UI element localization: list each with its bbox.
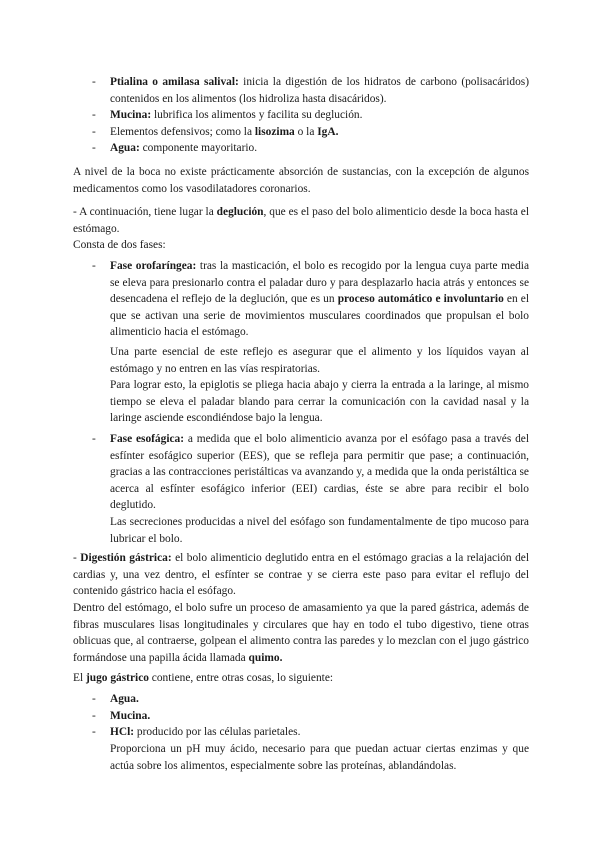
paragraph-boca: A nivel de la boca no existe prácticamente absorción de sustancias, con la excepción de algunos medicamentos como los vasodilatadores coronarios.	[73, 166, 529, 195]
paragraph-deglucion	[73, 204, 529, 237]
fase-orofaringea	[92, 258, 529, 341]
term-digestion-gastrica: Digestión gástrica:	[80, 552, 172, 564]
paragraph-digestion-gastrica	[73, 550, 529, 600]
list-item-text: componente mayoritario.	[139, 142, 258, 155]
list-item	[92, 724, 529, 741]
text: -	[73, 552, 81, 564]
term-proceso-automatico: proceso automático e involuntario	[337, 293, 504, 306]
list-dash: -	[92, 125, 96, 138]
text: El	[73, 672, 86, 684]
orofaringea-sub-2: Para lograr esto, la epiglotis se pliega hacia abajo y cierra la entrada a la laringe, al mismo tiempo se eleva el paladar blando para cerrar la comunicación con la cavidad nasal y la laringe asciende escondiéndose bajo la lengua.	[110, 379, 529, 425]
text: - A continuación, tiene lugar la	[73, 206, 217, 218]
list-item	[92, 107, 529, 124]
term-hcl: HCl:	[110, 726, 135, 739]
term-mucina: Mucina.	[110, 709, 151, 722]
term-agua: Agua:	[110, 142, 140, 155]
term-iga: IgA.	[317, 125, 339, 138]
esofagica-sub: Las secreciones producidas a nivel del esófago son fundamentalmente de tipo mucoso para lubricar el bolo.	[110, 516, 529, 545]
paragraph-fases: Consta de dos fases:	[73, 239, 166, 251]
text: tras la masticación, el bolo es recogido por la lengua cuya parte media se eleva para presionarlo contra el paladar duro y para desplazarlo hacia atrás y entonces se desencadena el reflejo de la deglución, que es un	[110, 260, 530, 306]
text: el bolo alimenticio deglutido entra en el estómago gracias a la relajación del cardias y, una vez dentro, el esfínter se contrae y se cierra este paso para evitar el reflujo del contenido gástrico hacia el esófago.	[73, 552, 529, 598]
list-dash: -	[92, 726, 96, 739]
term-deglucion: deglución	[216, 206, 264, 218]
list-item-text: o la	[294, 125, 318, 138]
list-item	[92, 691, 529, 708]
text: en el que se activan una serie de movimientos musculares coordinados que propulsan el bolo alimenticio hacia el estómago.	[110, 293, 530, 339]
term-fase-orofaringea: Fase orofaríngea:	[110, 260, 197, 272]
fase-esofagica	[92, 431, 529, 514]
list-dash: -	[92, 709, 96, 722]
list-item	[92, 124, 529, 141]
text: a medida que el bolo alimenticio avanza por el esófago pasa a través del esfínter esofágico superior (EES), que se refleja para permitir que pase; a continuación, gracias a las contracciones peristálticas va avanzando y, a medida que la onda peristáltica se acerca al esfínter esofágico inferior (EEI) cardias, éste se abre para recibir el bolo deglutido.	[110, 433, 529, 512]
text: contiene, entre otras cosas, lo siguiente:	[148, 672, 334, 684]
hcl-sub: Proporciona un pH muy ácido, necesario para que puedan actuar ciertas enzimas y que actúa sobre los alimentos, especialmente sobre las proteínas, ablandándolas.	[110, 743, 529, 772]
list-dash: -	[92, 433, 96, 445]
saliva-components-list	[92, 74, 529, 157]
list-item-text: inicia la digestión de los hidratos de carbono (polisacáridos) contenidos en los alimentos (los hidroliza hasta disacáridos).	[110, 76, 530, 105]
list-item	[92, 140, 529, 157]
list-item-text: lubrifica los alimentos y facilita su deglución.	[151, 109, 363, 122]
text: Dentro del estómago, el bolo sufre un proceso de amasamiento ya que la pared gástrica, además de fibras musculares lisas longitudinales y circulares que hay en todo el tubo digestivo, tiene otras oblicuas que, al contraerse, golpean el alimento contra las paredes y lo mezclan con el jugo gástrico formándose una papilla ácida llamada	[73, 602, 529, 664]
list-item	[92, 708, 529, 725]
list-dash: -	[92, 142, 96, 155]
paragraph-estomago	[73, 600, 529, 666]
orofaringea-sub-1: Una parte esencial de este reflejo es asegurar que el alimento y los líquidos vayan al estómago y no entren en las vías respiratorias.	[110, 346, 529, 375]
list-dash: -	[92, 76, 96, 88]
term-mucina: Mucina:	[110, 109, 152, 122]
term-fase-esofagica: Fase esofágica:	[110, 433, 185, 445]
paragraph-jugo-gastrico	[73, 670, 529, 687]
term-agua: Agua.	[110, 693, 139, 705]
term-jugo-gastrico: jugo gástrico	[85, 672, 149, 684]
list-dash: -	[92, 693, 96, 705]
list-dash: -	[92, 109, 96, 122]
list-item	[92, 74, 529, 107]
term-quimo: quimo.	[248, 651, 283, 664]
list-item-text: Elementos defensivos; como la	[110, 125, 255, 138]
list-item	[92, 431, 529, 514]
text: producido por las células parietales.	[134, 726, 301, 739]
list-item	[92, 258, 529, 341]
term-ptialina: Ptialina o amilasa salival:	[110, 76, 239, 88]
jugo-gastrico-list	[92, 691, 529, 741]
term-lisozima: lisozima	[254, 125, 295, 138]
list-dash: -	[92, 260, 96, 272]
text: , que es el paso del bolo alimenticio desde la boca hasta el estómago.	[73, 206, 529, 235]
